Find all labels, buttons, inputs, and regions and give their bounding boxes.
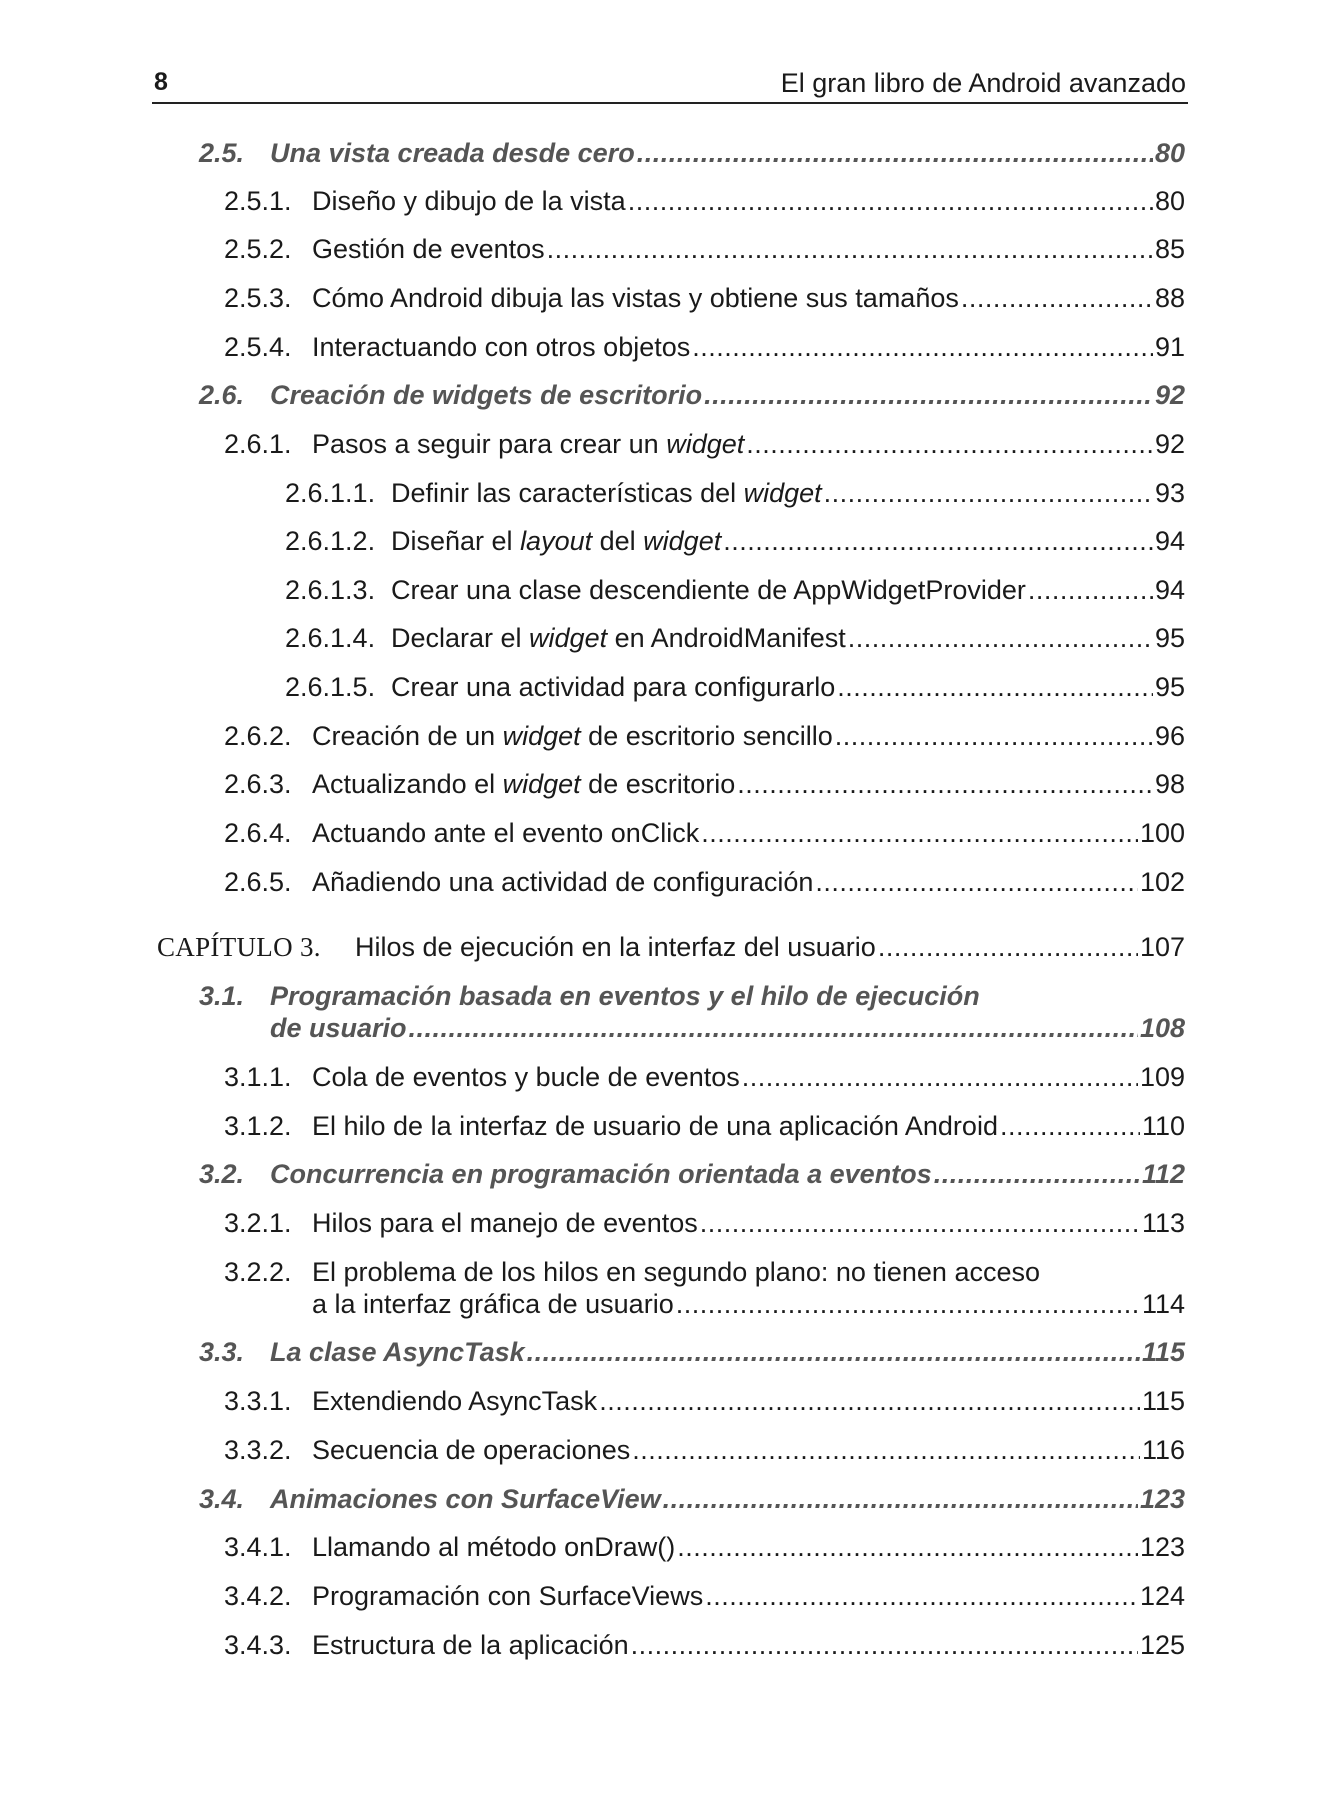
toc-leader xyxy=(746,429,1153,460)
toc-number: 3.4.1. xyxy=(224,1532,292,1562)
toc-page: 116 xyxy=(1141,1435,1185,1465)
toc-leader xyxy=(835,721,1153,752)
toc-section-2-5[interactable] xyxy=(199,138,1185,169)
toc-number: 2.5. xyxy=(199,138,245,168)
toc-page: 98 xyxy=(1154,769,1185,799)
toc-leader xyxy=(637,138,1153,169)
toc-page: 91 xyxy=(1154,332,1185,362)
toc-title: Una vista creada desde cero xyxy=(270,138,635,168)
toc-title: Pasos a seguir para crear un widget xyxy=(312,429,745,459)
toc-section-3-2[interactable] xyxy=(199,1159,1185,1190)
toc-number: 3.4. xyxy=(199,1484,245,1514)
toc-title: Estructura de la aplicación xyxy=(312,1630,629,1660)
toc-number: 3.2. xyxy=(199,1159,245,1189)
toc-leader xyxy=(848,623,1153,654)
toc-number: 2.6.1.3. xyxy=(285,575,376,605)
toc-entry-3-1-1[interactable] xyxy=(224,1062,1185,1093)
toc-leader xyxy=(705,1581,1138,1612)
toc-page: 100 xyxy=(1139,818,1185,848)
book-title: El gran libro de Android avanzado xyxy=(780,68,1186,98)
toc-entry-2-6-1-1[interactable] xyxy=(285,478,1185,509)
toc-number: 3.2.1. xyxy=(224,1208,292,1238)
toc-number: 2.6.3. xyxy=(224,769,292,799)
toc-leader xyxy=(527,1337,1140,1368)
toc-title: Llamando al método onDraw() xyxy=(312,1532,676,1562)
toc-number: 2.5.4. xyxy=(224,332,292,362)
toc-number: 3.1.2. xyxy=(224,1111,292,1141)
toc-title: Animaciones con SurfaceView xyxy=(270,1484,661,1514)
toc-number: 2.6.1.5. xyxy=(285,672,376,702)
toc-leader xyxy=(547,234,1153,265)
toc-section-3-1-line1 xyxy=(199,981,980,1012)
toc-page: 94 xyxy=(1154,575,1185,605)
toc-number: CAPÍTULO 3. xyxy=(157,932,321,962)
toc-entry-2-6-1[interactable] xyxy=(224,429,1185,460)
toc-page: 88 xyxy=(1154,283,1185,313)
toc-title: El hilo de la interfaz de usuario de una aplicación Android xyxy=(312,1111,998,1141)
toc-leader xyxy=(704,380,1153,411)
toc-number: 3.3.2. xyxy=(224,1435,292,1465)
toc-leader xyxy=(409,1013,1138,1044)
toc-leader xyxy=(599,1386,1140,1417)
toc-number: 3.1.1. xyxy=(224,1062,292,1092)
toc-leader xyxy=(632,1435,1140,1466)
toc-number: 3.1. xyxy=(199,981,245,1011)
toc-number: 2.6.4. xyxy=(224,818,292,848)
toc-entry-3-3-1[interactable] xyxy=(224,1386,1185,1417)
toc-title: La clase AsyncTask xyxy=(270,1337,525,1367)
toc-title: Interactuando con otros objetos xyxy=(312,332,691,362)
toc-page: 108 xyxy=(1139,1013,1185,1043)
toc-title: Cómo Android dibuja las vistas y obtiene sus tamaños xyxy=(312,283,959,313)
toc-page: 80 xyxy=(1154,138,1185,168)
toc-page: 125 xyxy=(1139,1630,1185,1660)
toc-page: 124 xyxy=(1139,1581,1185,1611)
toc-leader xyxy=(677,1532,1138,1563)
toc-page: 113 xyxy=(1141,1208,1185,1238)
toc-number: 3.3.1. xyxy=(224,1386,292,1416)
toc-entry-3-4-3[interactable] xyxy=(224,1630,1185,1661)
toc-title: Hilos de ejecución en la interfaz del usuario xyxy=(355,932,876,962)
toc-page: 107 xyxy=(1139,932,1185,962)
toc-title: Hilos para el manejo de eventos xyxy=(312,1208,698,1238)
toc-title: Gestión de eventos xyxy=(312,234,545,264)
toc-title: Actuando ante el evento onClick xyxy=(312,818,700,848)
toc-entry-2-6-1-3[interactable] xyxy=(285,575,1185,606)
toc-entry-2-6-4[interactable] xyxy=(224,818,1185,849)
toc-leader xyxy=(692,332,1153,363)
toc-chapter-3[interactable] xyxy=(157,932,1185,963)
toc-number: 2.5.1. xyxy=(224,186,292,216)
toc-title: Crear una actividad para configurarlo xyxy=(391,672,836,702)
toc-page: 102 xyxy=(1139,867,1185,897)
toc-section-2-6[interactable] xyxy=(199,380,1185,411)
toc-page: 80 xyxy=(1154,186,1185,216)
toc-entry-2-5-3[interactable] xyxy=(224,283,1185,314)
toc-entry-3-4-2[interactable] xyxy=(224,1581,1185,1612)
toc-leader xyxy=(815,867,1138,898)
toc-page: 123 xyxy=(1139,1484,1185,1514)
toc-entry-3-2-1[interactable] xyxy=(224,1208,1185,1239)
toc-title: Creación de widgets de escritorio xyxy=(270,380,703,410)
toc-number: 2.6. xyxy=(199,380,245,410)
toc-title: Definir las características del widget xyxy=(391,478,822,508)
toc-page: 95 xyxy=(1154,623,1185,653)
toc-leader xyxy=(701,818,1138,849)
toc-number: 2.5.2. xyxy=(224,234,292,264)
toc-entry-2-5-4[interactable] xyxy=(224,332,1185,363)
toc-title: Añadiendo una actividad de configuración xyxy=(312,867,814,897)
toc-leader xyxy=(737,769,1153,800)
toc-page: 110 xyxy=(1141,1111,1185,1141)
toc-page: 93 xyxy=(1154,478,1185,508)
toc-number: 3.2.2. xyxy=(224,1257,292,1287)
toc-title: Declarar el widget en AndroidManifest xyxy=(391,623,846,653)
toc-title: Actualizando el widget de escritorio xyxy=(312,769,736,799)
toc-title: Cola de eventos y bucle de eventos xyxy=(312,1062,740,1092)
toc-leader xyxy=(631,1630,1138,1661)
toc-leader xyxy=(878,932,1138,963)
toc-number: 3.4.2. xyxy=(224,1581,292,1611)
toc-leader xyxy=(742,1062,1138,1093)
toc-title: Diseño y dibujo de la vista xyxy=(312,186,626,216)
toc-number: 2.6.2. xyxy=(224,721,292,751)
toc-title: Crear una clase descendiente de AppWidgetProvider xyxy=(391,575,1026,605)
toc-entry-3-4-1[interactable] xyxy=(224,1532,1185,1563)
toc-number: 3.4.3. xyxy=(224,1630,292,1660)
toc-leader xyxy=(837,672,1153,703)
toc-entry-3-1-2[interactable] xyxy=(224,1111,1185,1142)
toc-page: 123 xyxy=(1139,1532,1185,1562)
toc-entry-2-6-1-4[interactable] xyxy=(285,623,1185,654)
toc-leader xyxy=(824,478,1153,509)
toc-leader xyxy=(628,186,1153,217)
toc-leader xyxy=(676,1289,1140,1320)
toc-entry-3-3-2[interactable] xyxy=(224,1435,1185,1466)
toc-section-3-4[interactable] xyxy=(199,1484,1185,1515)
toc-leader xyxy=(723,526,1153,557)
toc-page: 92 xyxy=(1154,380,1185,410)
toc-entry-2-6-1-5[interactable] xyxy=(285,672,1185,703)
toc-entry-2-6-5[interactable] xyxy=(224,867,1185,898)
toc-leader xyxy=(934,1159,1140,1190)
toc-entry-3-2-2-line1 xyxy=(224,1257,1040,1288)
toc-leader xyxy=(1000,1111,1140,1142)
toc-page: 114 xyxy=(1141,1289,1185,1319)
toc-page: 96 xyxy=(1154,721,1185,751)
page-number: 8 xyxy=(154,68,168,96)
toc-page: 115 xyxy=(1141,1337,1185,1367)
toc-section-3-3[interactable] xyxy=(199,1337,1185,1368)
toc-leader xyxy=(961,283,1153,314)
toc-leader xyxy=(700,1208,1140,1239)
toc-title: Concurrencia en programación orientada a eventos xyxy=(270,1159,932,1189)
toc-title: Secuencia de operaciones xyxy=(312,1435,631,1465)
toc-entry-2-6-1-2[interactable] xyxy=(285,526,1185,557)
toc-page: 94 xyxy=(1154,526,1185,556)
toc-leader xyxy=(663,1484,1138,1515)
toc-page: 115 xyxy=(1141,1386,1185,1416)
toc-page: 109 xyxy=(1139,1062,1185,1092)
toc-title: de usuario xyxy=(270,1013,407,1043)
toc-entry-2-6-3[interactable] xyxy=(224,769,1185,800)
toc-title: Creación de un widget de escritorio sencillo xyxy=(312,721,833,751)
toc-page: 85 xyxy=(1154,234,1185,264)
toc-page: 92 xyxy=(1154,429,1185,459)
toc-entry-3-2-2[interactable] xyxy=(312,1289,1185,1320)
toc-number: 2.6.1.2. xyxy=(285,526,376,556)
toc-entry-2-5-2[interactable] xyxy=(224,234,1185,265)
toc-title-line1: El problema de los hilos en segundo plano: no tienen acceso xyxy=(312,1257,1040,1287)
toc-number: 2.5.3. xyxy=(224,283,292,313)
toc-number: 2.6.1.4. xyxy=(285,623,376,653)
toc-title: Diseñar el layout del widget xyxy=(391,526,722,556)
toc-entry-2-5-1[interactable] xyxy=(224,186,1185,217)
toc-leader xyxy=(1028,575,1153,606)
toc-page: 95 xyxy=(1154,672,1185,702)
toc-page: 112 xyxy=(1141,1159,1185,1189)
toc-title: Extendiendo AsyncTask xyxy=(312,1386,598,1416)
toc-number: 2.6.1. xyxy=(224,429,292,459)
toc-title: Programación con SurfaceViews xyxy=(312,1581,704,1611)
toc-number: 3.3. xyxy=(199,1337,245,1367)
toc-number: 2.6.5. xyxy=(224,867,292,897)
toc-section-3-1[interactable] xyxy=(270,1013,1185,1044)
toc-title-line1: Programación basada en eventos y el hilo de ejecución xyxy=(270,981,980,1011)
toc-title: a la interfaz gráfica de usuario xyxy=(312,1289,674,1319)
toc-entry-2-6-2[interactable] xyxy=(224,721,1185,752)
toc-number: 2.6.1.1. xyxy=(285,478,376,508)
